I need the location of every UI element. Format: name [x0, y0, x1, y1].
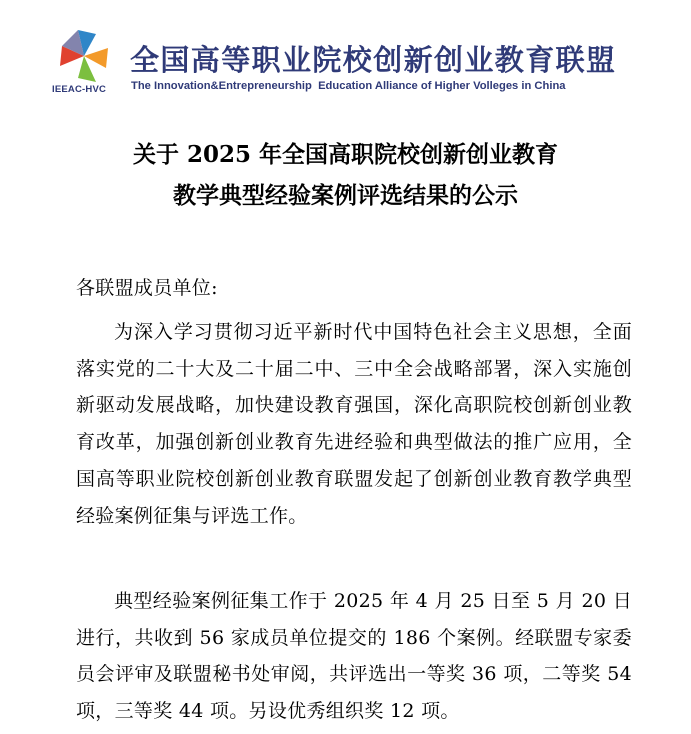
org-name-english: The Innovation&Entrepreneurship Education Alliance of Higher Volleges in China	[131, 80, 566, 92]
pinwheel-logo-icon	[56, 28, 114, 86]
logo-label: IEEAC-HVC	[52, 84, 107, 95]
salutation: 各联盟成员单位:	[76, 277, 218, 299]
document-title-line-2: 教学典型经验案例评选结果的公示	[173, 182, 518, 209]
paragraph-1: 为深入学习贯彻习近平新时代中国特色社会主义思想，全面落实党的二十大及二十届二中、三中全会战略部署，深入实施创新驱动发展战略，加快建设教育强国，深化高职院校创新创业教育改革，加强创新创业教育先进经验和典型做法的推广应用，全国高等职业院校创新创业教育联盟发起了创新创业教育教学典型经验案例征集与评选工作。	[76, 321, 632, 527]
alliance-logo	[52, 28, 124, 98]
org-name-chinese: 全国高等职业院校创新创业教育联盟	[130, 43, 617, 77]
letterhead	[52, 28, 652, 100]
document-title-line-1: 关于 2025 年全国高职院校创新创业教育	[132, 141, 559, 168]
paragraph-2: 典型经验案例征集工作于 2025 年 4 月 25 日至 5 月 20 日进行，共收到 56 家成员单位提交的 186 个案例。经联盟专家委员会评审及联盟秘书处审阅，共评选出一等奖 36 项，二等奖 54 项，三等奖 44 项。另设优秀组织奖 12 项。	[76, 590, 632, 723]
